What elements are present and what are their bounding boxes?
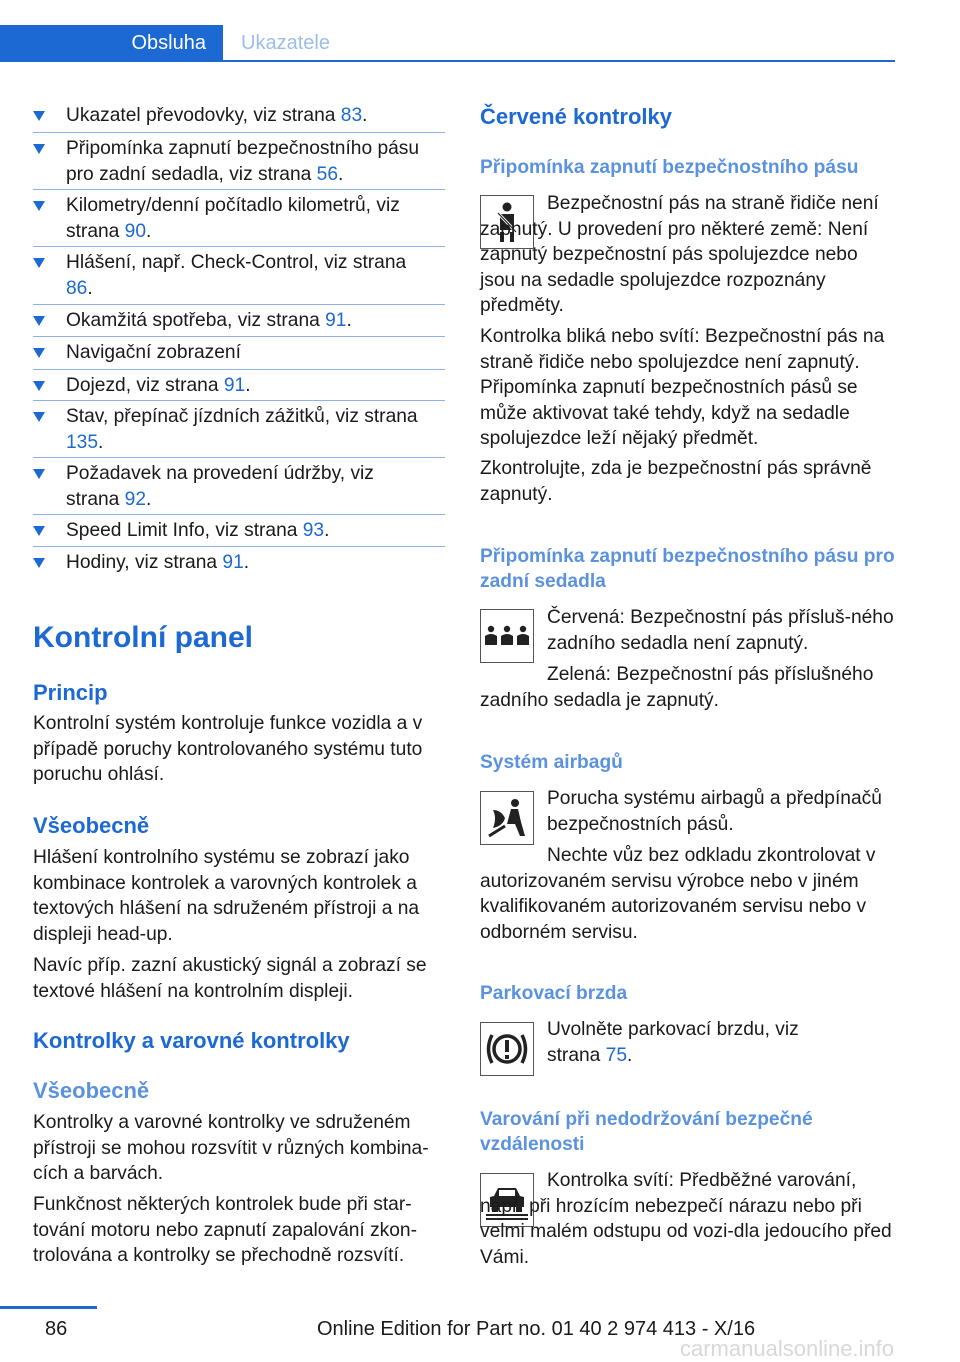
triangle-bullet-icon <box>33 111 45 121</box>
watermark: carmanualsonline.info <box>680 1336 895 1361</box>
list-divider <box>33 546 445 547</box>
vseobecne-text-1: Hlášení kontrolního systému se zobrazí jako kombinace kontrolek a varovných kontrolek a textových hlášení na sdruženém přístroji a na displeji head-up. <box>33 847 420 945</box>
list-item <box>33 136 445 187</box>
page-link[interactable]: 91 <box>325 310 347 331</box>
parking-brake-icon <box>480 1022 534 1076</box>
list-divider <box>33 457 445 458</box>
list-item-label: Navigační zobrazení <box>66 342 241 363</box>
footer-rule <box>0 1306 97 1309</box>
list-item-label: Okamžitá spotřeba, viz strana <box>66 310 326 331</box>
vseobecne2-text-2: Funkčnost některých kontrolek bude při star-tování motoru nebo zapnutí zapalování zkon-trolována a kontrolky se přechodně rozsvítí. <box>33 1194 417 1267</box>
vseobecne2-heading: Všeobecně <box>33 1078 150 1103</box>
triangle-bullet-icon <box>33 381 45 391</box>
list-item <box>33 550 445 576</box>
airbag-heading: Systém airbagů <box>480 752 623 773</box>
vseobecne-heading: Všeobecně <box>33 813 150 838</box>
triangle-bullet-icon <box>33 526 45 536</box>
list-item <box>33 103 445 129</box>
header-rule <box>0 60 895 62</box>
list-item-text <box>66 373 426 399</box>
list-item-text <box>66 340 426 366</box>
section-title: Kontrolní panel <box>33 621 253 654</box>
edition-info: Online Edition for Part no. 01 40 2 974 413 - X/16 <box>317 1318 756 1340</box>
parking-brake-text <box>547 1017 847 1068</box>
list-item-text <box>66 103 426 129</box>
list-item <box>33 308 445 334</box>
list-item-punct: . <box>146 220 152 242</box>
princip-text: Kontrolní systém kontroluje funkce vozidla a v případě poruchy kontrolovaného systému tuto poruchu ohlásí. <box>33 713 423 786</box>
kontrolky-heading: Kontrolky a varovné kontrolky <box>33 1028 350 1053</box>
triangle-bullet-icon <box>33 201 45 211</box>
list-divider <box>33 369 445 370</box>
list-item-punct: . <box>245 375 251 396</box>
page-number: 86 <box>45 1318 68 1340</box>
seatbelt-text-1 <box>480 191 898 319</box>
list-item-text <box>66 518 426 544</box>
seatbelt-heading: Připomínka zapnutí bezpečnostního pásu <box>480 157 859 178</box>
list-item <box>33 518 445 544</box>
vseobecne-text-2: Navíc příp. zazní akustický signál a zobrazí se textové hlášení na kontrolním displeji. <box>33 955 427 1002</box>
list-item-label: Speed Limit Info, viz strana <box>66 520 303 541</box>
list-item-text <box>66 404 426 455</box>
list-item-text <box>66 308 426 334</box>
page-link[interactable]: 135 <box>66 431 99 453</box>
distance-warning-text <box>480 1168 898 1270</box>
airbag-text-1: Porucha systému airbagů a předpínačů bezpečnostních pásů. <box>547 788 882 835</box>
red-indicators-heading: Červené kontrolky <box>480 104 672 129</box>
tab-ukazatele[interactable]: Ukazatele <box>241 32 330 54</box>
page-link[interactable]: 90 <box>124 220 147 242</box>
list-item <box>33 461 445 512</box>
rear-seatbelt-heading: Připomínka zapnutí bezpečnostního pásu pro zadní sedadla <box>480 546 895 592</box>
list-item-punct: . <box>338 163 344 185</box>
tab-obsluha[interactable] <box>0 25 223 62</box>
triangle-bullet-icon <box>33 144 45 154</box>
list-divider <box>33 246 445 247</box>
list-item-punct: . <box>243 552 250 573</box>
page-link[interactable]: 91 <box>223 375 246 396</box>
triangle-bullet-icon <box>33 258 45 268</box>
princip-heading: Princip <box>33 680 108 705</box>
list-item-label: Připomínka zapnutí bezpečnostního pásu pro zadní sedadla, viz strana <box>66 138 420 185</box>
vseobecne2-text-1: Kontrolky a varovné kontrolky ve sdruženém přístroji se mohou rozsvítit v různých kombina-cích a barvách. <box>33 1112 429 1185</box>
triangle-bullet-icon <box>33 348 45 358</box>
list-item-label: Ukazatel převodovky, viz strana <box>66 105 341 126</box>
list-item-text <box>66 136 426 187</box>
airbag-text-2-span: Nechte vůz bez odkladu zkontrolovat v autorizovaném servisu výrobce nebo v jiném kvalifikovaném autorizovaném servisu nebo v odborném servisu. <box>480 845 876 943</box>
list-item-label: Hodiny, viz strana <box>66 552 223 573</box>
parking-brake-page-link[interactable]: 75 <box>605 1044 628 1066</box>
list-item-text <box>66 461 426 512</box>
list-item-punct: . <box>346 310 352 331</box>
parking-brake-heading: Parkovací brzda <box>480 983 628 1004</box>
seatbelt-text-2: Kontrolka bliká nebo svítí: Bezpečnostní pás na straně řidiče nebo spolujezdce není zapnutý. Připomínka zapnutí bezpečnostních pásů se může aktivovat také tehdy, když na sedadle spolujezdce leží nějaký předmět. <box>480 326 885 450</box>
parking-brake-text-post: . <box>627 1044 633 1066</box>
list-item-punct: . <box>324 520 330 541</box>
rear-seatbelt-icon <box>480 609 534 663</box>
list-item-label: Dojezd, viz strana <box>66 375 224 396</box>
rear-seatbelt-text-2 <box>480 662 898 713</box>
list-item-label: Stav, přepínač jízdních zážitků, viz strana <box>66 406 418 427</box>
page-link[interactable]: 83 <box>340 105 363 126</box>
list-item-label: Požadavek na provedení údržby, viz strana <box>66 463 374 510</box>
list-item-text <box>66 193 426 244</box>
page-link[interactable]: 56 <box>316 163 338 185</box>
list-item <box>33 250 445 301</box>
list-divider <box>33 514 445 515</box>
airbag-text-2 <box>480 843 898 945</box>
distance-warning-text-span: Kontrolka svítí: Předběžné varování, např. při hrozícím nebezpečí nárazu nebo při velmi malém odstupu od vozi-dla jedoucího před Vámi. <box>480 1170 892 1268</box>
list-divider <box>33 189 445 190</box>
list-item <box>33 340 445 366</box>
list-item <box>33 193 445 244</box>
triangle-bullet-icon <box>33 469 45 479</box>
list-item-punct: . <box>362 105 368 126</box>
parking-brake-text-pre: Uvolněte parkovací brzdu, viz strana <box>547 1019 799 1066</box>
list-item-punct: . <box>98 431 104 453</box>
rear-seatbelt-text-1: Červená: Bezpečnostní pás přísluš-ného zadního sedadla není zapnutý. <box>547 607 894 654</box>
page-link[interactable]: 93 <box>302 520 325 541</box>
list-item-label: Hlášení, např. Check-Control, viz strana <box>66 252 407 273</box>
list-item-text <box>66 550 426 576</box>
list-divider <box>33 132 445 133</box>
airbag-icon <box>480 791 534 845</box>
list-divider <box>33 336 445 337</box>
list-item-text <box>66 250 426 301</box>
seatbelt-text-1-span: Bezpečnostní pás na straně řidiče není zapnutý. U provedení pro některé země: Není zapnutý bezpečnostní pás spolujezdce nebo jsou na sedadle spolujezdce rozpoznány předměty. <box>480 193 879 317</box>
list-divider <box>33 400 445 401</box>
triangle-bullet-icon <box>33 558 45 568</box>
seatbelt-text-3: Zkontrolujte, zda je bezpečnostní pás správně zapnutý. <box>480 458 872 505</box>
rear-seatbelt-text-2-span: Zelená: Bezpečnostní pás příslušného zadního sedadla je zapnutý. <box>480 664 874 711</box>
triangle-bullet-icon <box>33 412 45 422</box>
distance-warning-heading: Varování při nedodržování bezpečné vzdálenosti <box>480 1109 813 1155</box>
list-item-punct: . <box>87 277 93 299</box>
page-link[interactable]: 92 <box>124 488 147 510</box>
page-link[interactable]: 86 <box>66 277 88 299</box>
list-item <box>33 404 445 455</box>
page-link[interactable]: 91 <box>222 552 244 573</box>
list-item-label: Kilometry/denní počítadlo kilometrů, viz strana <box>66 195 400 242</box>
list-item-punct: . <box>146 488 152 510</box>
list-item <box>33 373 445 399</box>
triangle-bullet-icon <box>33 316 45 326</box>
tab-label: Obsluha <box>131 32 206 54</box>
list-divider <box>33 304 445 305</box>
